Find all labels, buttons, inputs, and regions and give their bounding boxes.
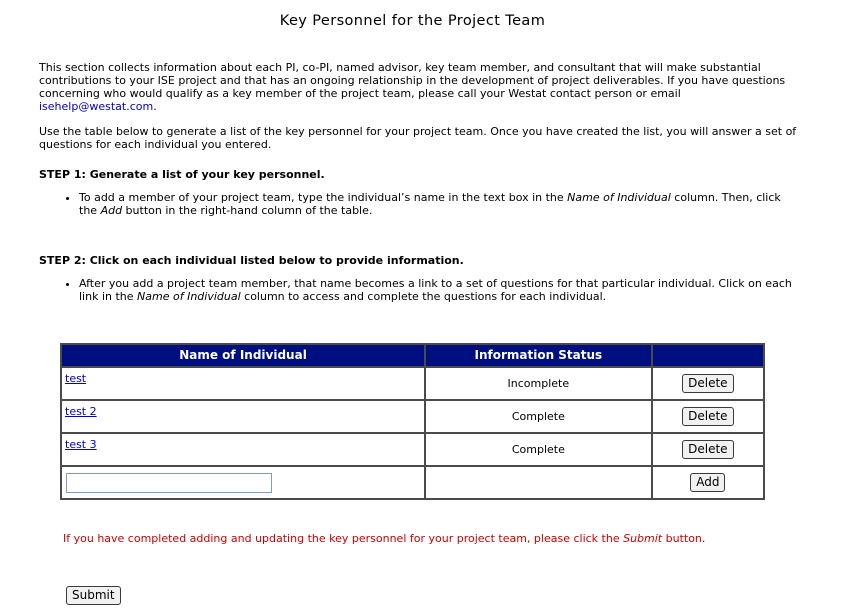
step2-bullet: [79, 277, 799, 303]
add-row: [61, 466, 764, 499]
email-link[interactable]: isehelp@westat.com: [39, 100, 154, 113]
step1-text-c: button in the right-hand column of the table.: [122, 204, 373, 217]
individual-link[interactable]: test 3: [65, 438, 97, 451]
step2-em-name: Name of Individual: [137, 290, 241, 303]
status-cell: Complete: [425, 400, 652, 433]
submit-button[interactable]: Submit: [66, 586, 121, 605]
empty-status-cell: [425, 466, 652, 499]
step1-em-name: Name of Individual: [567, 191, 671, 204]
individual-link[interactable]: test: [65, 372, 87, 385]
name-cell: [61, 400, 425, 433]
step2-list: [39, 277, 799, 303]
delete-button[interactable]: Delete: [682, 440, 733, 459]
notice-em-submit: Submit: [623, 532, 663, 545]
intro-text: This section collects information about each PI, co-PI, named advisor, key team member, and consultant that will make substantial contributions to your ISE project and that has an ongoing relationship in the development of project deliverables. If you have questions concerning who would qualify as a key member of the project team, please call your Westat contact person or email: [39, 61, 786, 100]
step1-em-add: Add: [100, 204, 123, 217]
status-cell: Complete: [425, 433, 652, 466]
action-cell: [652, 400, 764, 433]
intro-paragraph: [39, 61, 799, 113]
step2-heading: STEP 2: Click on each individual listed below to provide information.: [39, 254, 464, 267]
name-input-cell: [61, 466, 425, 499]
step1-text-a: To add a member of your project team, type the individual’s name in the text box in the: [79, 191, 568, 204]
add-action-cell: [652, 466, 764, 499]
individual-name-input[interactable]: [66, 473, 272, 493]
table-row: [61, 400, 764, 433]
instructions-paragraph: Use the table below to generate a list of the key personnel for your project team. Once you have created the list, you will answer a set of questions for each individual you entered.: [39, 125, 797, 151]
header-name: Name of Individual: [61, 344, 425, 367]
step2-text-b: column to access and complete the questions for each individual.: [240, 290, 607, 303]
name-cell: [61, 367, 425, 400]
step2-text-a: After you add a project team member, that name becomes a link to a set of questions for that particular individual. Click on each link in the: [79, 277, 792, 303]
delete-button[interactable]: Delete: [682, 374, 733, 393]
table-row: [61, 433, 764, 466]
notice-text-b: button.: [662, 532, 706, 545]
header-action: [652, 344, 764, 367]
intro-end: .: [153, 100, 157, 113]
submit-notice: [63, 532, 705, 545]
action-cell: [652, 433, 764, 466]
key-personnel-table: [60, 343, 765, 500]
status-cell: Incomplete: [425, 367, 652, 400]
step1-text-b: column. Then, click the: [79, 191, 781, 217]
delete-button[interactable]: Delete: [682, 407, 733, 426]
step1-heading: STEP 1: Generate a list of your key personnel.: [39, 168, 325, 181]
table-header-row: [61, 344, 764, 367]
step1-list: [39, 191, 799, 217]
add-button[interactable]: Add: [690, 473, 725, 492]
step1-bullet: [79, 191, 799, 217]
name-cell: [61, 433, 425, 466]
header-status: Information Status: [425, 344, 652, 367]
table-row: [61, 367, 764, 400]
individual-link[interactable]: test 2: [65, 405, 97, 418]
notice-text-a: If you have completed adding and updating the key personnel for your project team, please click the: [63, 532, 624, 545]
action-cell: [652, 367, 764, 400]
page-title: Key Personnel for the Project Team: [279, 13, 546, 29]
